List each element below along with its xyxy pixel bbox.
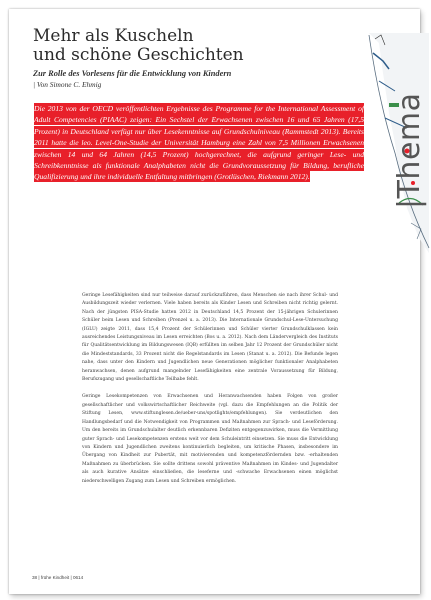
title-line-2: und schöne Geschichten: [33, 45, 244, 65]
article-author: | Von Simone C. Ehmig: [33, 80, 102, 89]
article-subtitle: Zur Rolle des Vorlesens für die Entwicklung von Kindern: [33, 69, 232, 78]
body-paragraph-2: Geringe Lesekompetenzen von Erwachsenen und Heranwachsenden haben Folgen von großer gesellschaftlicher und volkswirtschaftlicher Reichweite (vgl. dazu die Empfehlungen an die Politik der Stiftung Lesen, www.stiftunglesen.de/ueber-uns/spotlights/empfehlungen). Sie verdeutlichen den Handlungsbedarf und die Notwendigkeit von Programmen und Maßnahmen zur Sprach- und Leseförderung. Um den bereits im Grundschulalter deutlich erkennbaren Defiziten entgegenzuwirken, muss die Vermittlung guter Sprach- und Lesekompetenzen erstens weit vor dem Schuleintritt einsetzen. Sie muss die Entwicklung von Kindern und Jugendlichen zweitens kontinuierlich begleiten, um kritische Phasen, insbesondere im Übergang von Kindheit zur Pubertät, mit motivierenden und kompetenzfördernden bzw. -erhaltenden Maßnahmen zu überbrücken. Sie sollte drittens sowohl präventive Maßnahmen im Kindes- und Jugendalter als auch kurative Ansätze einschließen, die leseferne und -schwache Erwachsenen einen möglichst niederschwelligen Zugang zum Lesen und Schreiben ermöglichen.: [82, 394, 338, 484]
article-abstract: [34, 103, 364, 183]
section-label: |Thema: [392, 92, 427, 209]
page-footer: 38 | frühe Kindheit | 0614: [32, 575, 84, 580]
title-line-1: Mehr als Kuscheln: [33, 26, 194, 46]
section-label-container: [379, 69, 427, 209]
article-title: [33, 27, 323, 65]
abstract-highlight: Die 2013 von der OECD veröffentlichten Ergebnisse des Programme for the International Assessment of Adult Competencies (PIAAC) zeigen: Ein Sechstel der Erwachsenen zwischen 16 und 65 Jahren (17,5 Prozent) in Deutschland verfügt nur über Lesekenntnisse auf Grundschulniveau (Rammstedt 2013). Bereits 2011 hatte die leo. Level-One-Studie der Universität Hamburg eine Zahl von 7,5 Millionen Erwachsenen zwischen 14 und 64 Jahren (14,5 Prozent) hochgerechnet, die aufgrund geringer Lese- und Schreibkenntnisse als funktionale Analphabeten nicht die Grundvoraussetzung für Bildung, berufliche Qualifizierung und ihre individuelle Entfaltung mitbringen (Grotlüschen, Riekmann 2012).: [34, 104, 364, 182]
body-paragraph-1: Geringe Lesefähigkeiten sind nur teilweise darauf zurückzuführen, dass Menschen sie nach ihrer Schul- und Ausbildungszeit wieder verlernen. Viele haben bereits als Kinder Lesen und Schreiben nicht richtig gelernt. Nach der jüngsten PISA-Studie hatten 2012 in Deutschland 14,5 Prozent der 15-jährigen Schulerinnen Schüler beim Lesen und Schreiben (Prenzel u. a. 2013). Die Internationale Grundschul-Lese-Untersuchung (IGLU) zeigte 2011, dass 15,4 Prozent der Schülerinnen und Schüler vierter Grundschulklassen kein ausreichendes Leistungsniveau im Lesen erreichten (Bos u. a. 2012). Nach dem Ländervergleich des Instituts für Qualitätsentwicklung im Bildungswesen (IQB) erfüllten im selben Jahr 12 Prozent der Grundschüler nicht die Mindeststandards, 33 Prozent nicht die Regelstandards im Lesen (Stanat u. a. 2012). Die Befunde legen nahe, dass unter den Kindern und Jugendlichen neue Generationen möglicher funktionaler Analphabeten heranwachsen, denen aufgrund mangelnder Lesefähigkeiten eine zentrale Voraussetzung für Bildung, Berufszugang und gesellschaftliche Teilhabe fehlt.: [82, 293, 338, 383]
article-body: [82, 292, 338, 495]
magazine-page: [9, 9, 427, 594]
